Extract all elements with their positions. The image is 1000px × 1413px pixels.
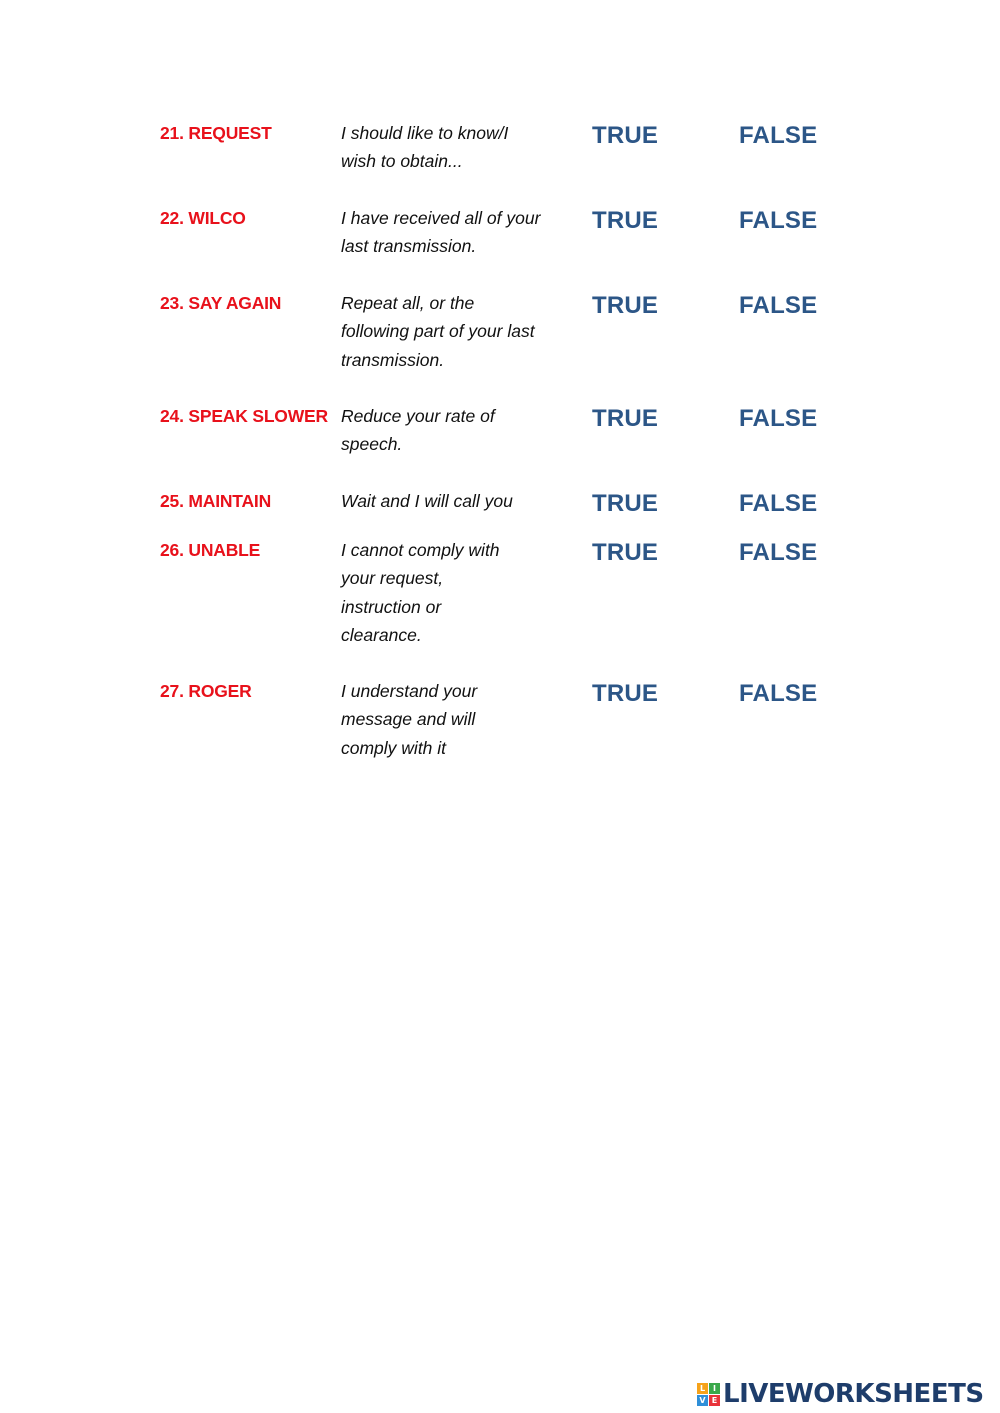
definition-text: I should like to know/I wish to obtain... — [341, 123, 509, 172]
true-option[interactable]: TRUE — [592, 680, 659, 707]
false-option[interactable]: FALSE — [739, 207, 818, 234]
false-option[interactable]: FALSE — [739, 680, 818, 707]
true-option[interactable]: TRUE — [592, 405, 659, 432]
liveworksheets-logo — [697, 1378, 984, 1410]
false-option[interactable]: FALSE — [739, 292, 818, 319]
term-label: 26. UNABLE — [160, 540, 261, 560]
false-option[interactable]: FALSE — [739, 405, 818, 432]
definition-text: Reduce your rate of speech. — [341, 406, 495, 455]
false-option[interactable]: FALSE — [739, 490, 818, 517]
term-label: 24. SPEAK SLOWER — [160, 406, 328, 426]
true-option[interactable]: TRUE — [592, 490, 659, 517]
term-label: 25. MAINTAIN — [160, 491, 272, 511]
true-option[interactable]: TRUE — [592, 207, 659, 234]
liveworksheets-logo-icon — [697, 1383, 720, 1406]
definition-text: I understand your message and will comply with it — [341, 681, 478, 758]
logo-wordmark: LIVEWORKSHEETS — [723, 1379, 984, 1409]
term-label: 23. SAY AGAIN — [160, 293, 282, 313]
term-label: 27. ROGER — [160, 681, 252, 701]
term-label: 21. REQUEST — [160, 123, 272, 143]
false-option[interactable]: FALSE — [739, 122, 818, 149]
true-option[interactable]: TRUE — [592, 122, 659, 149]
logo-tile-i: I — [709, 1383, 720, 1394]
term-label: 22. WILCO — [160, 208, 246, 228]
logo-tile-v: V — [697, 1395, 708, 1406]
definition-text: Repeat all, or the following part of your last transmission. — [341, 293, 535, 370]
logo-tile-e: E — [709, 1395, 720, 1406]
true-option[interactable]: TRUE — [592, 539, 659, 566]
true-option[interactable]: TRUE — [592, 292, 659, 319]
definition-text: Wait and I will call you — [341, 491, 513, 511]
definition-text: I cannot comply with your request, instruction or clearance. — [341, 540, 500, 645]
definition-text: I have received all of your last transmission. — [341, 208, 541, 257]
logo-tile-l: L — [697, 1383, 708, 1394]
false-option[interactable]: FALSE — [739, 539, 818, 566]
